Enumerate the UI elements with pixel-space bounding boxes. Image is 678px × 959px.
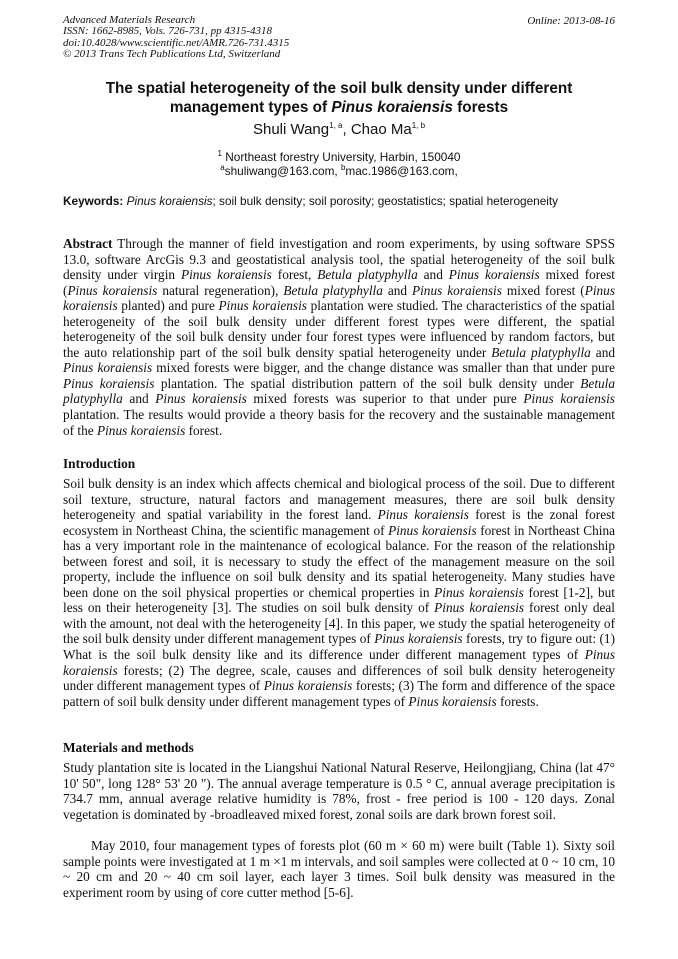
title-line-2 [63,98,615,117]
text-run: and [417,267,449,283]
species-name: Pinus koraiensis [218,298,307,314]
species-name: Betula platyphylla [63,375,616,407]
keywords-list: ; soil bulk density; soil porosity; geostatistics; spatial heterogeneity [212,194,559,208]
methods-paragraph-2: May 2010, four management types of forests plot (60 m × 60 m) were built (Table 1). Sixty soil sample points were investigated at 1 m ×1 m intervals, and soil samples were collected at 0 ~ 10 cm, 10 ~ 20 cm and 20 ~ 40 cm soil layer, each layer 3 times. Soil bulk density was measured in the experiment room by using of core cutter method [5-6]. [63,838,615,900]
authors [63,121,615,138]
text-run: forests. [496,693,539,709]
title-line-1: The spatial heterogeneity of the soil bulk density under different [105,80,573,97]
species-name: Pinus koraiensis [67,282,158,298]
methods-heading: Materials and methods [63,740,194,755]
text-run: forest only deal with the amount, not deal with the heterogeneity [4]. In this paper, we study the spatial heterogeneity of the soil bulk density under different management types of [63,600,615,647]
text-run: and [590,344,615,360]
species-name: Pinus koraiensis [155,391,247,407]
introduction-heading: Introduction [63,456,136,471]
text-run: natural regeneration), [157,282,284,298]
species-name: Pinus koraiensis [411,282,502,298]
text-run: and [382,282,412,298]
introduction-paragraph [63,476,615,709]
species-name: Betula platyphylla [491,344,591,360]
issn: ISSN: 1662-8985, Vols. 726-731, pp 4315-4318 [63,25,272,38]
methods-paragraph-1: Study plantation site is located in the Liangshui National Natural Reserve, Heilongjiang, China (lat 47° 10' 50", long 128° 53' 20 "). The annual average temperature is 0.5 ° C, annual average precipitation is 734.7 mm, annual average relative humidity is 78%, frost - free period is 100 - 120 days. Zonal vegetation is dominated by -broadleaved mixed forest, zonal soils are dark brown forest soil. [63,760,615,822]
affiliation-line [63,150,615,164]
text-run: Through the manner of field investigation and room experiments, by using software SPSS 13.0, software ArcGis 9.3 and geostatistical analysis tool, the spatial heterogeneity of the soil bulk density under virgin [63,236,615,283]
text-run: forests; (3) The form and difference of the space pattern of soil bulk density under different management types of [63,678,615,709]
text-run: mixed forests was superior to that under pure [246,391,524,407]
species-name: Pinus koraiensis [63,360,153,376]
text-run: Soil bulk density is an index which affects chemical and biological process of the soil. Due to different soil texture, structure, natural factors and management measures, there are soil bulk density heterogeneity and spatial variability in the forest land. [63,476,615,523]
journal-info [63,15,289,60]
species-name: Pinus koraiensis [377,507,469,523]
abstract-label: Abstract [63,236,113,251]
text-run: forest [1-2], but less on their heterogeneity [3]. The studies on soil bulk density of [63,584,615,616]
author-name: Chao Ma [350,121,412,138]
author-sep: , [342,121,351,138]
species-name: Betula platyphylla [317,267,418,283]
author-name: Shuli Wang [252,121,330,138]
affiliation [63,150,615,178]
species-name: Pinus koraiensis [388,522,477,538]
text-run: and [122,391,156,407]
email: mac.1986@163.com, [345,164,458,178]
species-name: Pinus koraiensis [63,375,155,391]
species-name: Pinus koraiensis [434,584,524,600]
email-sup: a [220,163,225,173]
text-run: forest, [271,267,318,283]
species-name: Pinus koraiensis [434,600,525,616]
text-run: forest is the zonal forest ecosystem in Northeast China, the scientific management of [63,507,615,538]
author-sup: 1, b [411,121,426,130]
text-run: mixed forest ( [501,282,585,298]
text-run: forests, try to figure out: (1) What is the soil bulk density like and its difference under different management types of [63,631,616,663]
title-text: forests [452,99,509,116]
species-name: Pinus koraiensis [523,391,615,407]
species-name: Pinus koraiensis [448,267,540,283]
species-name: Pinus koraiensis [63,647,615,678]
paper-title [63,79,615,117]
species-name: Pinus koraiensis [408,693,497,709]
text-run: forest in Northeast China has a very important role in the maintenance of ecological balance. For the reason of the relationship between forest and soil, it is necessary to study the effect of the management measure on the soil property, include the influence on soil bulk density and its spatial heterogeneity. Many studies have been done on the soil physical properties or chemical properties in [63,522,615,600]
doi: doi:10.4028/www.scientific.net/AMR.726-731.4315 [63,36,290,49]
species-name: Pinus koraiensis [374,631,463,647]
text-run: mixed forests were bigger, and the change distance was smaller than that under pure [152,360,615,376]
keyword-species: Pinus koraiensis [126,194,213,208]
title-text: management types of [169,99,332,116]
text-run: plantation. The results would provide a theory basis for the recovery and the sustainable management of the [63,407,615,438]
email: shuliwang@163.com, [224,164,341,178]
text-run: planted) and pure [117,298,219,314]
author-sup: 1, a [329,121,343,130]
affil-text: Northeast forestry University, Harbin, 150040 [222,150,461,164]
emails [63,164,615,178]
text-run: plantation. The spatial distribution pattern of the soil bulk density under [154,375,581,391]
text-run: plantation were studied. The characteristics of the spatial heterogeneity of the soil bulk density under different forest types were different, the spatial heterogeneity of the soil bulk density under four forest types were influenced by random factors, but the auto relationship part of the soil bulk density spatial heterogeneity under [63,298,615,360]
text-run: mixed forest ( [63,267,616,298]
journal-name: Advanced Materials Research [63,14,196,26]
text-run: forests; (2) The degree, scale, causes and differences of soil bulk density heterogeneity under different management types of [63,662,615,694]
abstract [63,236,615,438]
affil-sup: 1 [217,149,222,159]
species-name: Pinus koraiensis [63,282,616,314]
online-date: Online: 2013-08-16 [527,15,615,27]
title-species: Pinus koraiensis [331,99,453,116]
keywords-label: Keywords: [63,194,124,208]
species-name: Betula platyphylla [283,282,383,298]
copyright: © 2013 Trans Tech Publications Ltd, Switzerland [63,47,281,60]
text-run: forest. [185,422,223,438]
keywords [63,194,558,208]
species-name: Pinus koraiensis [180,267,272,283]
email-sup: b [340,163,346,173]
species-name: Pinus koraiensis [96,422,186,438]
species-name: Pinus koraiensis [263,678,353,694]
